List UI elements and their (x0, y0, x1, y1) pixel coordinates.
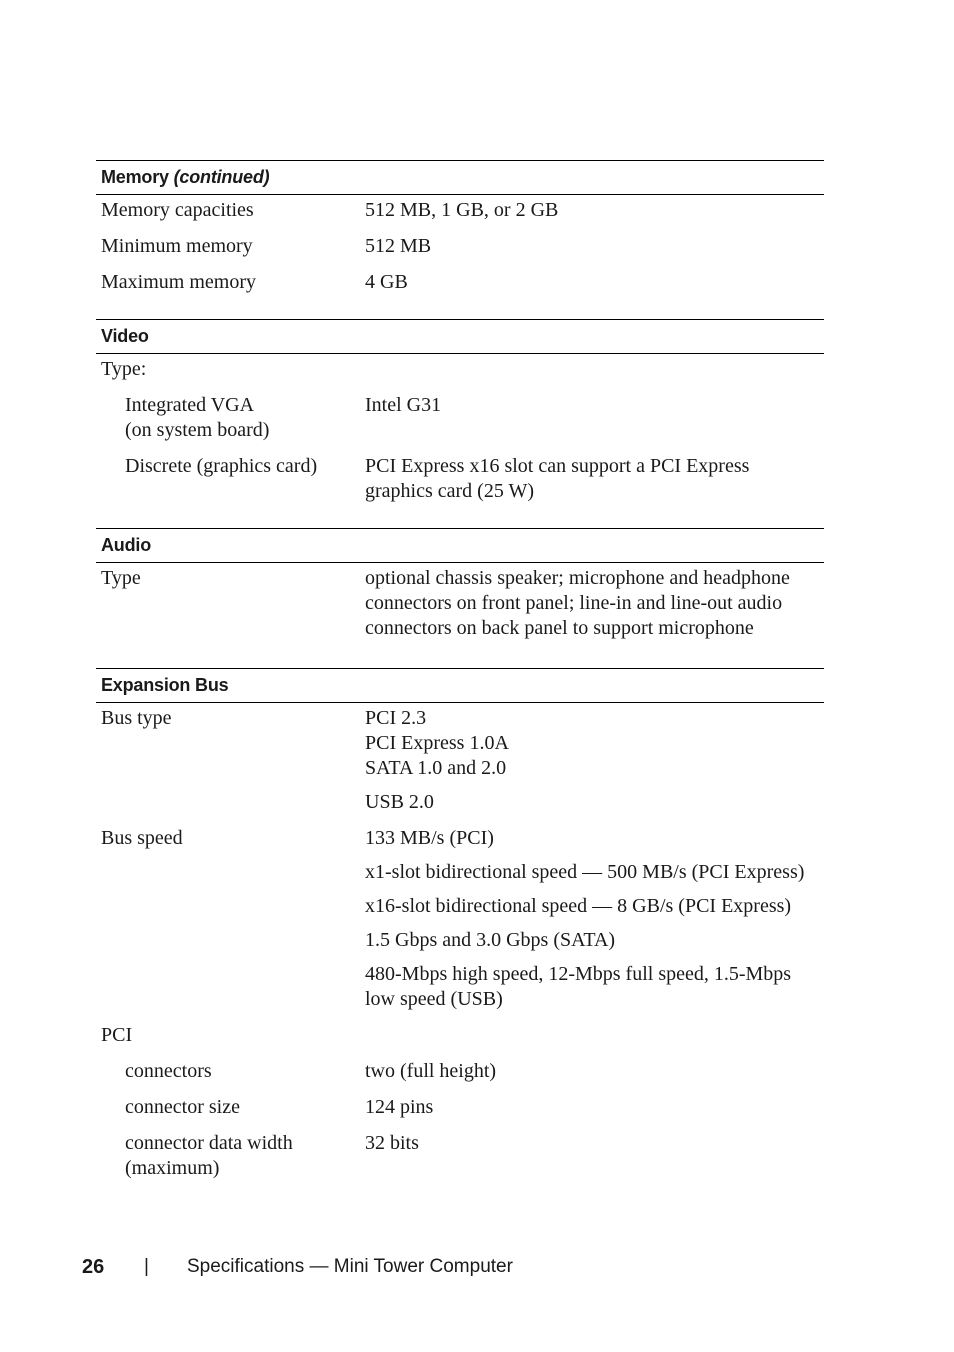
row-label: Maximum memory (101, 271, 256, 293)
row-label: Type: (101, 358, 147, 380)
audio-type-row (96, 566, 824, 641)
row-label-line: (maximum) (125, 1157, 220, 1179)
row-value-line: connectors on front panel; line-in and line-out audio (365, 592, 783, 614)
footer-separator: | (144, 1256, 149, 1277)
bus-type-usb-row (96, 790, 824, 815)
row-value: x16-slot bidirectional speed — 8 GB/s (PCI Express) (365, 895, 792, 917)
row-value-line: connectors on back panel to support microphone (365, 617, 754, 639)
row-value: 512 MB, 1 GB, or 2 GB (365, 199, 559, 221)
row-value: x1-slot bidirectional speed — 500 MB/s (PCI Express) (365, 861, 805, 883)
pci-connectors-row (96, 1059, 824, 1084)
row-label-line: (on system board) (125, 419, 270, 441)
memory-section-title: Memory (101, 167, 169, 187)
row-label: Discrete (graphics card) (125, 455, 318, 477)
row-label: PCI (101, 1024, 133, 1046)
expansion-bus-section-title: Expansion Bus (101, 675, 229, 695)
pci-connector-data-width-row (96, 1131, 824, 1181)
row-value-line: graphics card (25 W) (365, 480, 535, 502)
row-value (365, 566, 824, 641)
memory-capacities-row (96, 198, 824, 223)
row-value-line: PCI 2.3 (365, 707, 427, 729)
row-label: Minimum memory (101, 235, 253, 257)
row-value (365, 962, 824, 1012)
bus-speed-usb-row (96, 962, 824, 1012)
row-value-line: optional chassis speaker; microphone and headphone (365, 567, 790, 589)
row-label-line: connector data width (125, 1132, 293, 1154)
bus-speed-row (96, 826, 824, 851)
video-type-row (96, 357, 824, 382)
row-value: Intel G31 (365, 394, 442, 416)
discrete-graphics-row (96, 454, 824, 504)
row-label (125, 393, 345, 443)
expansion-bus-rows (96, 703, 824, 1181)
row-value: 32 bits (365, 1132, 419, 1154)
row-value-line: PCI Express x16 slot can support a PCI Express (365, 455, 750, 477)
row-label (125, 1131, 345, 1181)
page-number: 26 (82, 1256, 105, 1278)
row-label: Bus speed (101, 827, 183, 849)
audio-section-title: Audio (101, 535, 151, 555)
row-value: USB 2.0 (365, 791, 434, 813)
row-value: 512 MB (365, 235, 432, 257)
footer-title: Specifications — Mini Tower Computer (187, 1256, 513, 1277)
maximum-memory-row (96, 270, 824, 295)
video-section-header (96, 319, 824, 354)
row-value-line: low speed (USB) (365, 988, 503, 1010)
row-value-line: 480-Mbps high speed, 12-Mbps full speed, 1.5-Mbps (365, 963, 792, 985)
minimum-memory-row (96, 234, 824, 259)
row-label-line: Integrated VGA (125, 394, 255, 416)
row-label: connectors (125, 1060, 212, 1082)
row-value: 1.5 Gbps and 3.0 Gbps (SATA) (365, 929, 616, 951)
row-value (365, 706, 824, 781)
spec-table (96, 160, 824, 1192)
bus-speed-x16-row (96, 894, 824, 919)
bus-speed-x1-row (96, 860, 824, 885)
audio-rows (96, 563, 824, 641)
row-label: Memory capacities (101, 199, 254, 221)
bus-type-row (96, 706, 824, 781)
bus-speed-sata-row (96, 928, 824, 953)
integrated-vga-row (96, 393, 824, 443)
row-label: Type (101, 567, 141, 589)
audio-section-header (96, 528, 824, 563)
memory-rows (96, 195, 824, 295)
row-value (365, 454, 824, 504)
row-label: Bus type (101, 707, 172, 729)
memory-section-continued: (continued) (173, 167, 270, 187)
row-value: two (full height) (365, 1060, 497, 1082)
row-label: connector size (125, 1096, 240, 1118)
video-section-title: Video (101, 326, 149, 346)
row-value: 133 MB/s (PCI) (365, 827, 494, 849)
video-rows (96, 354, 824, 504)
pci-connector-size-row (96, 1095, 824, 1120)
row-value-line: PCI Express 1.0A (365, 732, 509, 754)
memory-section-header (96, 160, 824, 195)
expansion-bus-section-header (96, 668, 824, 703)
row-value-line: SATA 1.0 and 2.0 (365, 757, 507, 779)
row-value: 124 pins (365, 1096, 434, 1118)
pci-row (96, 1023, 824, 1048)
row-value: 4 GB (365, 271, 408, 293)
